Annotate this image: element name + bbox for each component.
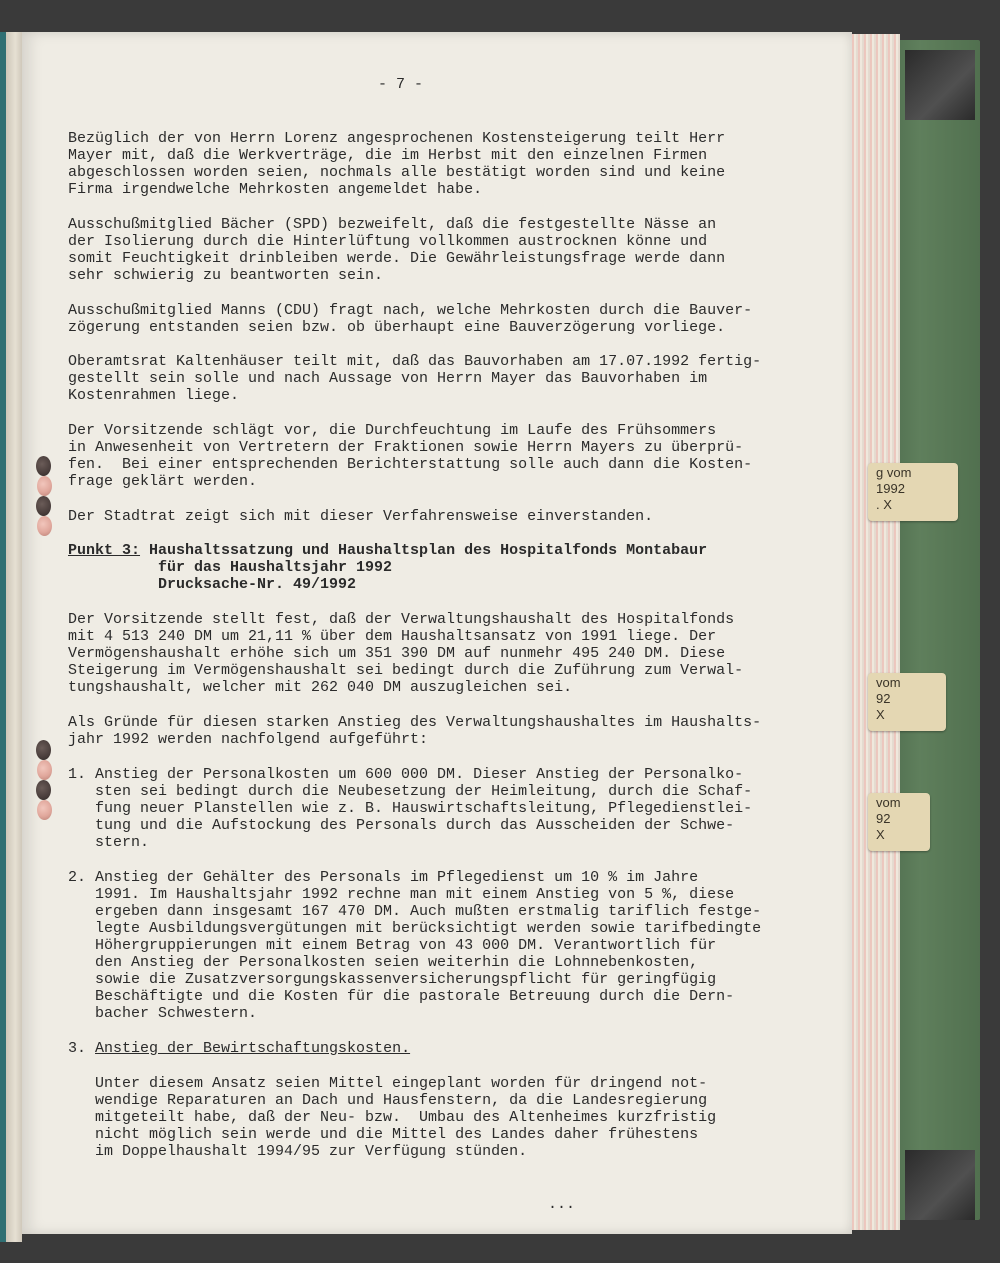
divider-tab-3[interactable]	[868, 793, 930, 851]
punch-hole	[36, 496, 51, 516]
tab-3-line-1: vom	[876, 795, 901, 810]
list-item-personalkosten: 1. Anstieg der Personalkosten um 600 000 DM. Dieser Anstieg der Personalko- sten sei bedingt durch die Neubesetzung der Heimleitung, durch die Schaf- fung neuer Planstellen wie z. B. Hauswirtschaftsleitung, Pflegedienstlei- tung und die Aufstockung des Personals durch das Ausscheiden der Schwe- stern.	[68, 766, 753, 851]
tab-2-line-1: vom	[876, 675, 901, 690]
punch-hole	[36, 456, 51, 476]
list-item-3-heading: Anstieg der Bewirtschaftungskosten.	[95, 1040, 411, 1057]
binder-corner-top	[905, 50, 975, 120]
paragraph-kaltenhaeuser: Oberamtsrat Kaltenhäuser teilt mit, daß das Bauvorhaben am 17.07.1992 fertig- gestellt sein solle und nach Aussage von Herrn Mayer das Bauvorhaben im Kostenrahmen liege.	[68, 353, 762, 404]
paragraph-vorsitzender-vorschlag: Der Vorsitzende schlägt vor, die Durchfeuchtung im Laufe des Frühsommers in Anwesenheit von Vertretern der Fraktionen sowie Herrn Mayers zu überprü- fen. Bei einer entsprechenden Berichterstattung solle auch dann die Kosten- frage geklärt werden.	[68, 422, 753, 490]
tab-2-line-3: X	[876, 707, 885, 722]
tab-2-line-2: 92	[876, 691, 891, 706]
page-number: - 7 -	[378, 76, 424, 93]
list-item-gehaelter: 2. Anstieg der Gehälter des Personals im Pflegedienst um 10 % im Jahre 1991. Im Haushaltsjahr 1992 rechne man mit einem Anstieg von 5 %, diese ergeben dann insgesamt 167 470 DM. Auch mußten erstmalig tariflich festge- legte Ausbildungsvergütungen mit berücksichtigt werden sowie tarifbedingte Höhergruppierungen mit einem Betrag von 43 000 DM. Verantwortlich für den Anstieg der Personalkosten seien weiterhin die Lohnnebenkosten, sowie die Zusatzversorgungskassenversicherungspflicht für geringfügig Beschäftigte und die Kosten für die pastorale Betreuung durch die Dern- bacher Schwestern.	[68, 869, 762, 1022]
punch-hole	[37, 800, 52, 820]
paragraph-baecher: Ausschußmitglied Bächer (SPD) bezweifelt, daß die festgestellte Nässe an der Isolierung durch die Hinterlüftung vollkommen austrocknen könne und somit Feuchtigkeit drinbleiben werde. Die Gewährleistungsfrage werde dann sehr schwierig zu beantworten sein.	[68, 216, 726, 284]
punch-hole	[36, 740, 51, 760]
paragraph-stadtrat: Der Stadtrat zeigt sich mit dieser Verfahrensweise einverstanden.	[68, 508, 654, 525]
tab-1-line-1: g vom	[876, 465, 912, 480]
list-item-3-number: 3.	[68, 1040, 96, 1057]
binder-corner-bottom	[905, 1150, 975, 1220]
punch-hole	[37, 476, 52, 496]
paragraph-kostensteigerung: Bezüglich der von Herrn Lorenz angesprochenen Kostensteigerung teilt Herr Mayer mit, daß die Werkverträge, die im Herbst mit den einzelnen Firmen abgeschlossen worden seien, nochmals alle bestätigt worden sind und keine Firma irgendwelche Mehrkosten angemeldet habe.	[68, 130, 726, 198]
paragraph-verwaltungshaushalt: Der Vorsitzende stellt fest, daß der Verwaltungshaushalt des Hospitalfonds mit 4 513 240 DM um 21,11 % über dem Haushaltsansatz von 1991 liege. Der Vermögenshaushalt erhöhe sich um 351 390 DM auf nunmehr 495 240 DM. Diese Steigerung im Vermögenshaushalt sei bedingt durch die Zuführung zum Verwal- tungshaushalt, welcher mit 262 040 DM auszugleichen sei.	[68, 611, 744, 696]
agenda-item-title: Haushaltssatzung und Haushaltsplan des Hospitalfonds Montabaur für das Haushaltsjahr 1992 Drucksache-Nr. 49/1992	[149, 542, 708, 593]
paragraph-manns: Ausschußmitglied Manns (CDU) fragt nach, welche Mehrkosten durch die Bauver- zögerung entstanden seien bzw. ob überhaupt eine Bauverzögerung vorliege.	[68, 302, 753, 336]
agenda-item-heading	[68, 542, 758, 593]
divider-tab-1[interactable]	[868, 463, 958, 521]
paragraph-gruende: Als Gründe für diesen starken Anstieg des Verwaltungshaushaltes im Haushalts- jahr 1992 werden nachfolgend aufgeführt:	[68, 714, 762, 748]
divider-tab-2[interactable]	[868, 673, 946, 731]
agenda-item-label: Punkt 3:	[68, 542, 141, 559]
tab-1-line-3: . X	[876, 497, 892, 512]
list-item-bewirtschaftung-heading	[68, 1040, 758, 1057]
punch-hole	[37, 760, 52, 780]
left-binder-spine	[0, 32, 6, 1242]
punch-hole	[36, 780, 51, 800]
stacked-page-edges	[848, 34, 900, 1230]
tab-1-line-2: 1992	[876, 481, 905, 496]
list-item-bewirtschaftung-body: Unter diesem Ansatz seien Mittel eingeplant worden für dringend not- wendige Reparaturen an Dach und Hausfenstern, da die Landesregierung mitgeteilt habe, daß der Neu- bzw. Umbau des Altenheimes kurzfristig nicht möglich sein werde und die Mittel des Landes daher frühestens im Doppelhaushalt 1994/95 zur Verfügung stünden.	[95, 1075, 717, 1160]
continuation-marker: ...	[548, 1196, 576, 1213]
punch-hole	[37, 516, 52, 536]
tab-3-line-2: 92	[876, 811, 891, 826]
tab-3-line-3: X	[876, 827, 885, 842]
